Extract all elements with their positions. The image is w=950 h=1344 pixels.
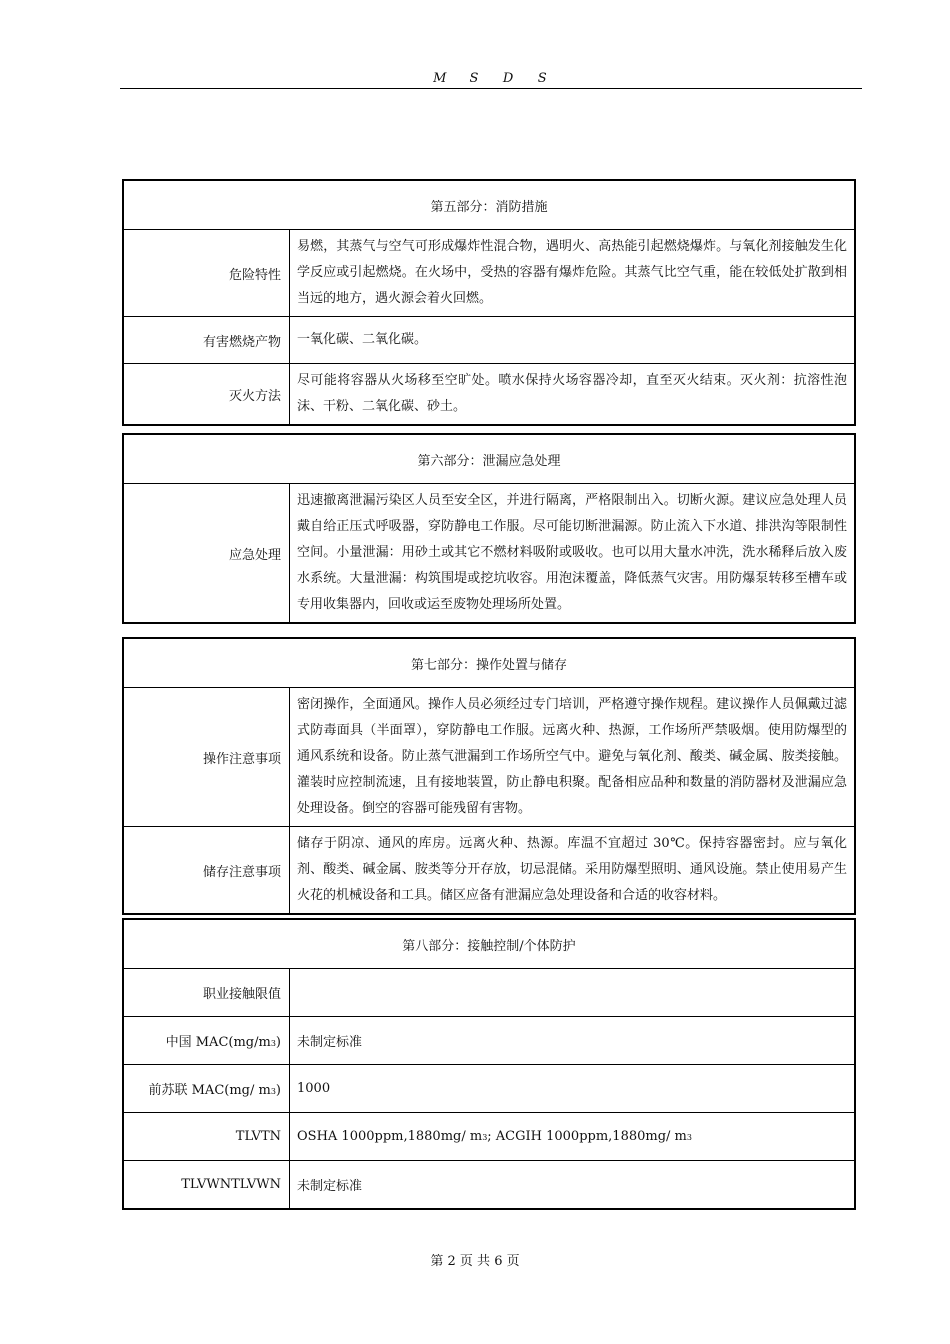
row-label: 危险特性	[123, 230, 290, 317]
header-letter: M	[433, 71, 447, 86]
row-label: 储存注意事项	[123, 827, 290, 915]
page-header	[120, 72, 862, 89]
header-letter: S	[537, 71, 547, 86]
row-value: 密闭操作，全面通风。操作人员必须经过专门培训，严格遵守操作规程。建议操作人员佩戴过滤式防毒面具（半面罩），穿防静电工作服。远离火种、热源，工作场所严禁吸烟。使用防爆型的通风系统和设备。防止蒸气泄漏到工作场所空气中。避免与氧化剂、酸类、碱金属、胺类接触。灌装时应控制流速，且有接地装置，防止静电积聚。配备相应品种和数量的消防器材及泄漏应急处理设备。倒空的容器可能残留有害物。	[290, 688, 856, 827]
row-label: 职业接触限值	[123, 969, 290, 1017]
row-value: 未制定标准	[290, 1017, 856, 1065]
header-letter: D	[502, 71, 514, 86]
section-8-table	[122, 918, 856, 1210]
section-7-table	[122, 637, 856, 915]
section-5-table	[122, 179, 856, 426]
row-value: 储存于阴凉、通风的库房。远离火种、热源。库温不宜超过 30℃。保持容器密封。应与氧化剂、酸类、碱金属、胺类等分开存放，切忌混储。采用防爆型照明、通风设施。禁止使用易产生火花的机械设备和工具。储区应备有泄漏应急处理设备和合适的收容材料。	[290, 827, 856, 915]
row-label: TLVWNTLVWN	[123, 1161, 290, 1209]
section-8-title: 第八部分：接触控制/个体防护	[123, 919, 855, 969]
row-value: 迅速撤离泄漏污染区人员至安全区，并进行隔离，严格限制出入。切断火源。建议应急处理人员戴自给正压式呼吸器，穿防静电工作服。尽可能切断泄漏源。防止流入下水道、排洪沟等限制性空间。小量泄漏：用砂土或其它不燃材料吸附或吸收。也可以用大量水冲洗，洗水稀释后放入废水系统。大量泄漏：构筑围堤或挖坑收容。用泡沫覆盖，降低蒸气灾害。用防爆泵转移至槽车或专用收集器内，回收或运至废物处理场所处置。	[290, 484, 856, 624]
row-label: 灭火方法	[123, 364, 290, 426]
section-5-title: 第五部分：消防措施	[123, 180, 855, 230]
row-value: 易燃，其蒸气与空气可形成爆炸性混合物，遇明火、高热能引起燃烧爆炸。与氧化剂接触发生化学反应或引起燃烧。在火场中，受热的容器有爆炸危险。其蒸气比空气重，能在较低处扩散到相当远的地方，遇火源会着火回燃。	[290, 230, 856, 317]
row-value: 1000	[290, 1065, 856, 1113]
section-6-table	[122, 433, 856, 624]
row-value	[290, 969, 856, 1017]
row-label: 前苏联 MAC(mg/ m3)	[123, 1065, 290, 1113]
row-label: 操作注意事项	[123, 688, 290, 827]
section-7-title: 第七部分：操作处置与储存	[123, 638, 855, 688]
row-value: 尽可能将容器从火场移至空旷处。喷水保持火场容器冷却，直至灭火结束。灭火剂：抗溶性泡沫、干粉、二氧化碳、砂土。	[290, 364, 856, 426]
row-label: 中国 MAC(mg/m3)	[123, 1017, 290, 1065]
row-value: OSHA 1000ppm,1880mg/ m3; ACGIH 1000ppm,1880mg/ m3	[290, 1113, 856, 1161]
header-letter: S	[469, 71, 479, 86]
section-6-title: 第六部分：泄漏应急处理	[123, 434, 855, 484]
row-label: 应急处理	[123, 484, 290, 624]
row-value: 未制定标准	[290, 1161, 856, 1209]
row-label: TLVTN	[123, 1113, 290, 1161]
row-value: 一氧化碳、二氧化碳。	[290, 317, 856, 364]
row-label: 有害燃烧产物	[123, 317, 290, 364]
page-number: 第 2 页 共 6 页	[430, 1254, 520, 1269]
